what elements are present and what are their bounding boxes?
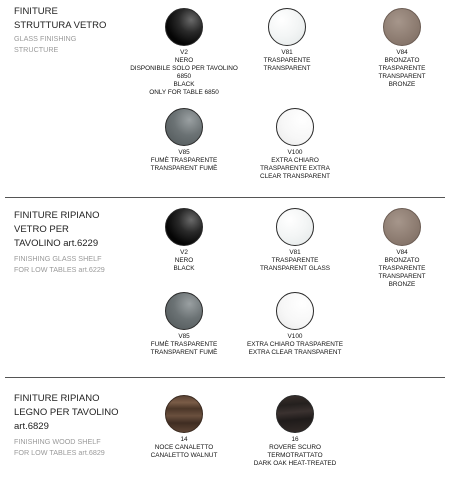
swatch-caption-line: BRONZATO: [384, 257, 420, 264]
swatch-caption-line: DARK OAK HEAT-TREATED: [253, 460, 337, 467]
extra-clear-glass-swatch: [276, 108, 314, 146]
swatch-caption: [223, 49, 351, 73]
swatch-caption-line: BLACK: [173, 265, 195, 272]
dark-oak-wood-swatch: [276, 395, 314, 433]
swatch-caption-line: V2: [180, 49, 188, 56]
swatch-caption: [231, 149, 359, 181]
swatch-caption-line: 14: [180, 436, 188, 443]
swatch-v85: [120, 108, 248, 173]
swatch-caption: [120, 333, 248, 357]
swatch-caption-line: NERO: [174, 257, 194, 264]
swatch-caption-line: TRASPARENTE: [271, 257, 319, 264]
swatch-caption-line: VETRO PER: [14, 224, 69, 235]
swatch-caption-line: BRONZATO: [384, 57, 420, 64]
walnut-wood-swatch: [165, 395, 203, 433]
swatch-caption-line: NOCE CANALETTO: [154, 444, 214, 451]
swatch-caption-line: TRANSPARENT FUMÈ: [150, 349, 218, 356]
swatch-caption-line: FUMÈ TRASPARENTE: [150, 157, 218, 164]
black-glass-swatch: [165, 8, 203, 46]
swatch-caption-line: TRANSPARENT: [378, 73, 426, 80]
swatch-caption-line: FINISHING GLASS SHELF: [14, 254, 102, 263]
bronze-glass-swatch: [383, 208, 421, 246]
swatch-caption-line: FINITURE RIPIANO: [14, 393, 100, 404]
swatch-caption-line: FINITURE: [14, 6, 58, 17]
swatch-caption-line: NERO: [174, 57, 194, 64]
transparent-glass-swatch: [276, 208, 314, 246]
swatch-caption-line: V84: [396, 49, 408, 56]
swatch-caption-line: STRUCTURE: [14, 45, 59, 54]
swatch-caption-line: CLEAR TRANSPARENT: [259, 173, 331, 180]
swatch-caption-line: ONLY FOR TABLE 6850: [149, 89, 219, 96]
section-title: [14, 392, 119, 434]
swatch-caption: [338, 249, 452, 289]
section-subtitle: [14, 436, 105, 458]
bronze-glass-swatch: [383, 8, 421, 46]
swatch-v84: [338, 8, 452, 89]
swatch-caption-line: 16: [291, 436, 299, 443]
swatch-caption-line: V81: [289, 249, 301, 256]
swatch-caption: [120, 249, 248, 273]
swatch-caption-line: FINITURE RIPIANO: [14, 210, 100, 221]
swatch-caption-line: FOR LOW TABLES art.6229: [14, 265, 105, 274]
swatch-v100: [231, 108, 359, 181]
swatch-14: [120, 395, 248, 460]
swatch-caption-line: V84: [396, 249, 408, 256]
swatch-caption-line: V85: [178, 149, 190, 156]
swatch-caption: [120, 149, 248, 173]
swatch-caption-line: TRASPARENTE: [378, 265, 426, 272]
fume-glass-swatch: [165, 292, 203, 330]
section-title: [14, 5, 106, 33]
swatch-caption-line: art.6829: [14, 421, 49, 432]
swatch-caption-line: V81: [281, 49, 293, 56]
swatch-caption-line: BRONZE: [388, 281, 416, 288]
swatch-caption: [120, 436, 248, 460]
swatch-caption-line: GLASS FINISHING: [14, 34, 77, 43]
swatch-16: [231, 395, 359, 468]
transparent-glass-swatch: [268, 8, 306, 46]
section-subtitle: [14, 253, 105, 275]
section-divider: [5, 197, 445, 198]
swatch-caption-line: V2: [180, 249, 188, 256]
swatch-caption-line: FUMÈ TRASPARENTE: [150, 341, 218, 348]
swatch-v2: [120, 208, 248, 273]
swatch-caption-line: TRANSPARENT FUMÈ: [150, 165, 218, 172]
section-subtitle: [14, 33, 76, 55]
section-divider: [5, 377, 445, 378]
swatch-caption-line: TRANSPARENT: [263, 65, 311, 72]
swatch-caption-line: CANALETTO WALNUT: [150, 452, 218, 459]
extra-clear-glass-swatch: [276, 292, 314, 330]
swatch-caption: [338, 49, 452, 89]
swatch-caption-line: ROVERE SCURO: [269, 444, 321, 451]
black-glass-swatch: [165, 208, 203, 246]
swatch-caption-line: FOR LOW TABLES art.6829: [14, 448, 105, 457]
swatch-caption-line: DISPONIBILE SOLO PER TAVOLINO: [130, 65, 238, 72]
swatch-caption-line: BRONZE: [388, 81, 416, 88]
swatch-caption-line: BLACK: [173, 81, 195, 88]
swatch-v100: [231, 292, 359, 357]
swatch-caption-line: 6850: [176, 73, 192, 80]
swatch-caption-line: EXTRA CHIARO TRASPARENTE: [247, 341, 343, 348]
swatch-caption-line: TRASPARENTE: [263, 57, 311, 64]
swatch-caption-line: TRASPARENTE: [378, 65, 426, 72]
swatch-caption-line: TAVOLINO art.6229: [14, 238, 99, 249]
swatch-caption-line: V85: [178, 333, 190, 340]
swatch-v81: [223, 8, 351, 73]
swatch-caption-line: TRASPARENTE EXTRA: [260, 165, 330, 172]
swatch-caption-line: FINISHING WOOD SHELF: [14, 437, 101, 446]
swatch-v84: [338, 208, 452, 289]
swatch-caption-line: EXTRA CHIARO: [271, 157, 319, 164]
swatch-caption: [231, 436, 359, 468]
swatch-caption-line: LEGNO PER TAVOLINO: [14, 407, 119, 418]
swatch-caption-line: EXTRA CLEAR TRANSPARENT: [248, 349, 342, 356]
swatch-caption-line: STRUTTURA VETRO: [14, 20, 107, 31]
swatch-caption-line: TERMOTRATTATO: [267, 452, 323, 459]
section-title: [14, 209, 100, 251]
swatch-caption-line: V100: [287, 333, 303, 340]
fume-glass-swatch: [165, 108, 203, 146]
swatch-caption-line: TRANSPARENT GLASS: [259, 265, 331, 272]
swatch-v85: [120, 292, 248, 357]
swatch-caption-line: V100: [287, 149, 303, 156]
swatch-caption-line: TRANSPARENT: [378, 273, 426, 280]
swatch-caption: [231, 333, 359, 357]
